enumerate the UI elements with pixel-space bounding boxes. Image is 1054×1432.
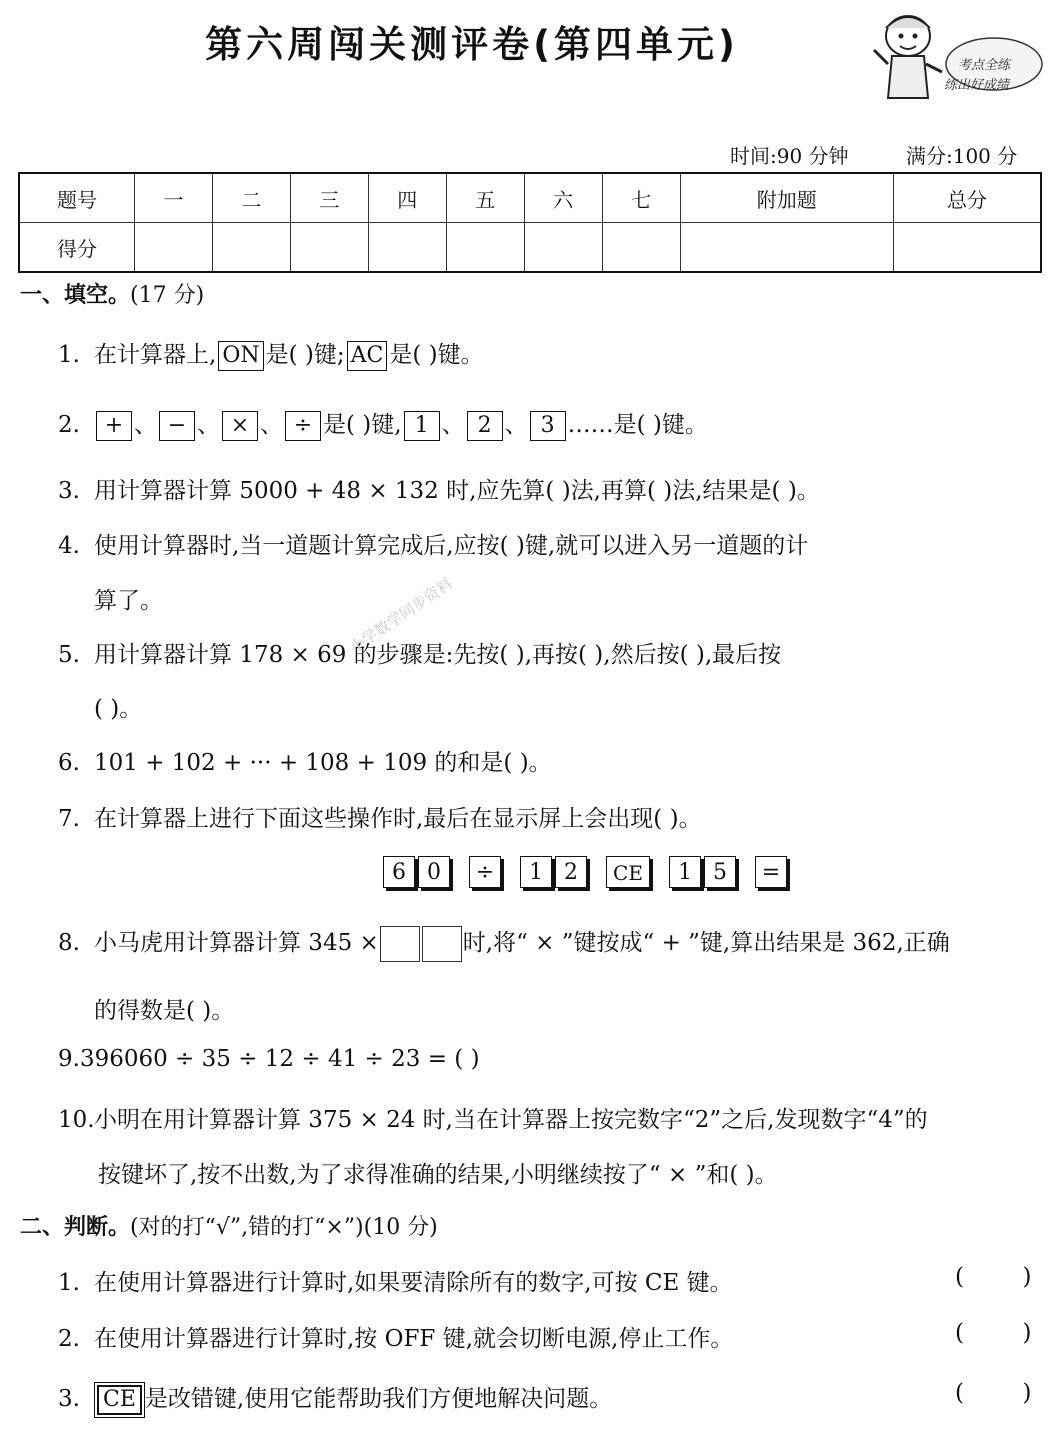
separator: 、 [197, 412, 220, 438]
digit-key-1: 1 [404, 411, 440, 441]
question-number: 10. [58, 1107, 95, 1133]
score-cell: 五 [446, 173, 524, 223]
question-text: ……是( )键。 [567, 412, 708, 438]
question-number: 7. [58, 806, 80, 832]
question-text: 时,将“ × ”键按成“ + ”键,算出结果是 362,正确 [462, 930, 950, 956]
score-cell: 一 [135, 173, 213, 223]
question-text: 使用计算器时,当一道题计算完成后,应按( )键,就可以进入另一道题的计 [94, 533, 809, 559]
calc-key: = [755, 856, 787, 888]
digit-key-2: 2 [467, 411, 503, 441]
question-number: 3. [58, 1386, 80, 1412]
calc-key: 5 [704, 856, 736, 888]
score-cell: 题号 [19, 173, 135, 223]
page-title: 第六周闯关测评卷(第四单元) [205, 23, 739, 66]
calc-key: 1 [520, 856, 552, 888]
question-8 [58, 924, 950, 962]
section-1-heading [20, 278, 204, 309]
question-text: 小明在用计算器计算 375 × 24 时,当在计算器上按完数字“2”之后,发现数字“4”的 [94, 1107, 928, 1133]
score-blank-cell[interactable] [602, 223, 680, 273]
digit-key-3: 3 [530, 411, 566, 441]
question-6 [58, 744, 552, 777]
score-blank-cell[interactable] [524, 223, 602, 273]
question-text: 在计算器上进行下面这些操作时,最后在显示屏上会出现( )。 [94, 806, 702, 832]
exam-time: 时间:90 分钟 [730, 144, 849, 168]
question-text: 用计算器计算 178 × 69 的步骤是:先按( ),再按( ),然后按( ),最后按 [94, 642, 782, 668]
question-9: 9.396060 ÷ 35 ÷ 12 ÷ 41 ÷ 23 = ( ) [58, 1046, 480, 1072]
question-text: 在计算器上, [94, 342, 217, 368]
mascot-tag-1: 考点全练 [958, 58, 1011, 73]
calc-key: 2 [555, 856, 587, 888]
question-number: 3. [58, 478, 80, 504]
question-text: 是改错键,使用它能帮助我们方便地解决问题。 [144, 1386, 613, 1412]
plus-key: + [96, 411, 132, 441]
section-2-title: 二、判断。 [20, 1215, 131, 1240]
section-2-heading [20, 1210, 438, 1241]
answer-box[interactable] [422, 926, 462, 962]
question-number: 2. [58, 1326, 80, 1352]
question-2 [58, 406, 708, 441]
score-blank-cell[interactable] [212, 223, 290, 273]
question-number: 1. [58, 1270, 80, 1296]
mascot-tag-2: 练出好成绩 [944, 78, 1010, 93]
question-number: 5. [58, 642, 80, 668]
ac-key: AC [347, 341, 388, 371]
score-blank-cell[interactable] [894, 223, 1041, 273]
score-blank-cell[interactable] [446, 223, 524, 273]
question-number: 2. [58, 412, 80, 438]
question-number: 4. [58, 533, 80, 559]
answer-paren[interactable]: ( ) [955, 1264, 1032, 1290]
answer-box[interactable] [380, 926, 420, 962]
calc-key: CE [606, 856, 650, 888]
separator: 、 [504, 412, 528, 438]
calc-key: 1 [669, 856, 701, 888]
question-text: 是( )键, [323, 412, 402, 438]
key-sequence [383, 856, 790, 888]
score-blank-cell[interactable] [290, 223, 368, 273]
calc-key: ÷ [469, 856, 501, 888]
on-key: ON [218, 341, 263, 371]
exam-full-score: 满分:100 分 [906, 144, 1018, 168]
answer-paren[interactable]: ( ) [955, 1320, 1032, 1346]
score-blank-cell[interactable] [135, 223, 213, 273]
separator: 、 [260, 412, 283, 438]
question-1 [58, 336, 484, 371]
score-table [18, 172, 1042, 273]
score-cell: 二 [212, 173, 290, 223]
multiply-key: × [222, 411, 258, 441]
question-5-continued: ( )。 [94, 696, 143, 722]
score-blank-cell[interactable] [680, 223, 893, 273]
score-row-label: 得分 [19, 223, 135, 273]
question-number: 6. [58, 750, 80, 776]
score-cell: 三 [290, 173, 368, 223]
question-text: 在使用计算器进行计算时,按 OFF 键,就会切断电源,停止工作。 [94, 1326, 734, 1352]
section-1-points: (17 分) [130, 283, 205, 308]
question-10 [58, 1101, 928, 1134]
score-cell: 总分 [894, 173, 1041, 223]
score-cell: 七 [602, 173, 680, 223]
separator: 、 [134, 412, 157, 438]
judge-3 [58, 1380, 612, 1415]
score-cell: 四 [368, 173, 446, 223]
minus-key: − [159, 411, 195, 441]
question-text: 是( )键; [265, 342, 345, 368]
question-number: 8. [58, 930, 80, 956]
question-text: 在使用计算器进行计算时,如果要清除所有的数字,可按 CE 键。 [94, 1270, 733, 1296]
calc-key: 6 [383, 856, 415, 888]
judge-1 [58, 1264, 733, 1297]
question-5 [58, 636, 781, 669]
question-8-continued: 的得数是( )。 [94, 998, 235, 1024]
question-4-continued: 算了。 [94, 588, 163, 614]
score-blank-cell[interactable] [368, 223, 446, 273]
score-cell: 六 [524, 173, 602, 223]
question-3 [58, 472, 820, 505]
question-text: 用计算器计算 5000 + 48 × 132 时,应先算( )法,再算( )法,结果是( )。 [94, 478, 820, 504]
question-text: 101 + 102 + ··· + 108 + 109 的和是( )。 [94, 750, 552, 776]
section-2-points: (对的打“√”,错的打“×”)(10 分) [130, 1215, 438, 1240]
section-1-title: 一、填空。 [20, 283, 131, 308]
question-4 [58, 527, 808, 560]
judge-2 [58, 1320, 733, 1353]
question-number: 1. [58, 342, 80, 368]
score-cell: 附加题 [680, 173, 893, 223]
question-text: 小马虎用计算器计算 345 × [94, 930, 379, 956]
score-table-score-row [19, 223, 1041, 273]
divide-key: ÷ [285, 411, 321, 441]
watermark: 小学数学同步资料 [346, 574, 456, 657]
question-7 [58, 800, 702, 833]
question-text: 是( )键。 [389, 342, 484, 368]
score-table-header-row [19, 173, 1041, 223]
calc-key: 0 [418, 856, 450, 888]
separator: 、 [441, 412, 465, 438]
question-10-continued: 按键坏了,按不出数,为了求得准确的结果,小明继续按了“ × ”和( )。 [98, 1162, 778, 1188]
answer-paren[interactable]: ( ) [955, 1380, 1032, 1406]
ce-key: CE [97, 1385, 142, 1415]
